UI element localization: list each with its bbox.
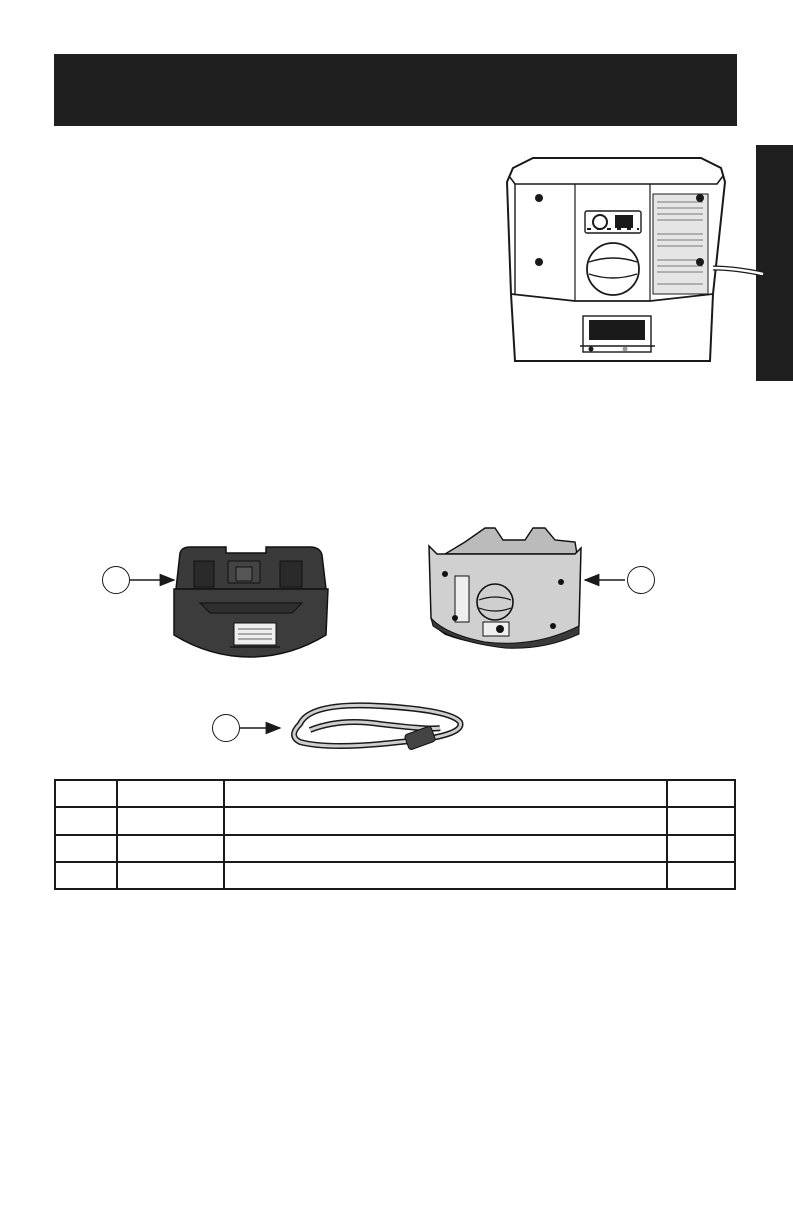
table-cell <box>667 835 735 862</box>
table-header-cell <box>667 780 735 807</box>
parts-table <box>54 779 736 890</box>
table-header-row <box>55 780 735 807</box>
power-cord-illustration <box>240 696 470 758</box>
table-row <box>55 862 735 889</box>
table-row <box>55 835 735 862</box>
callout-3 <box>212 714 240 742</box>
table-header-cell <box>55 780 117 807</box>
table-cell <box>117 862 224 889</box>
table-cell <box>224 835 668 862</box>
charger-unit-illustration <box>425 522 630 650</box>
callout-2 <box>627 566 655 594</box>
table-cell <box>117 835 224 862</box>
table-cell <box>667 862 735 889</box>
callout-1 <box>102 566 130 594</box>
table-cell <box>55 835 117 862</box>
table-cell <box>55 807 117 834</box>
table-header-cell <box>224 780 668 807</box>
header-bar <box>54 54 737 126</box>
table-cell <box>117 807 224 834</box>
table-cell <box>55 862 117 889</box>
table-header-cell <box>117 780 224 807</box>
table-row <box>55 807 735 834</box>
table-cell <box>224 862 668 889</box>
table-cell <box>224 807 668 834</box>
table-cell <box>667 807 735 834</box>
battery-charger-rear-illustration <box>505 156 765 371</box>
charger-base-illustration <box>130 543 330 661</box>
